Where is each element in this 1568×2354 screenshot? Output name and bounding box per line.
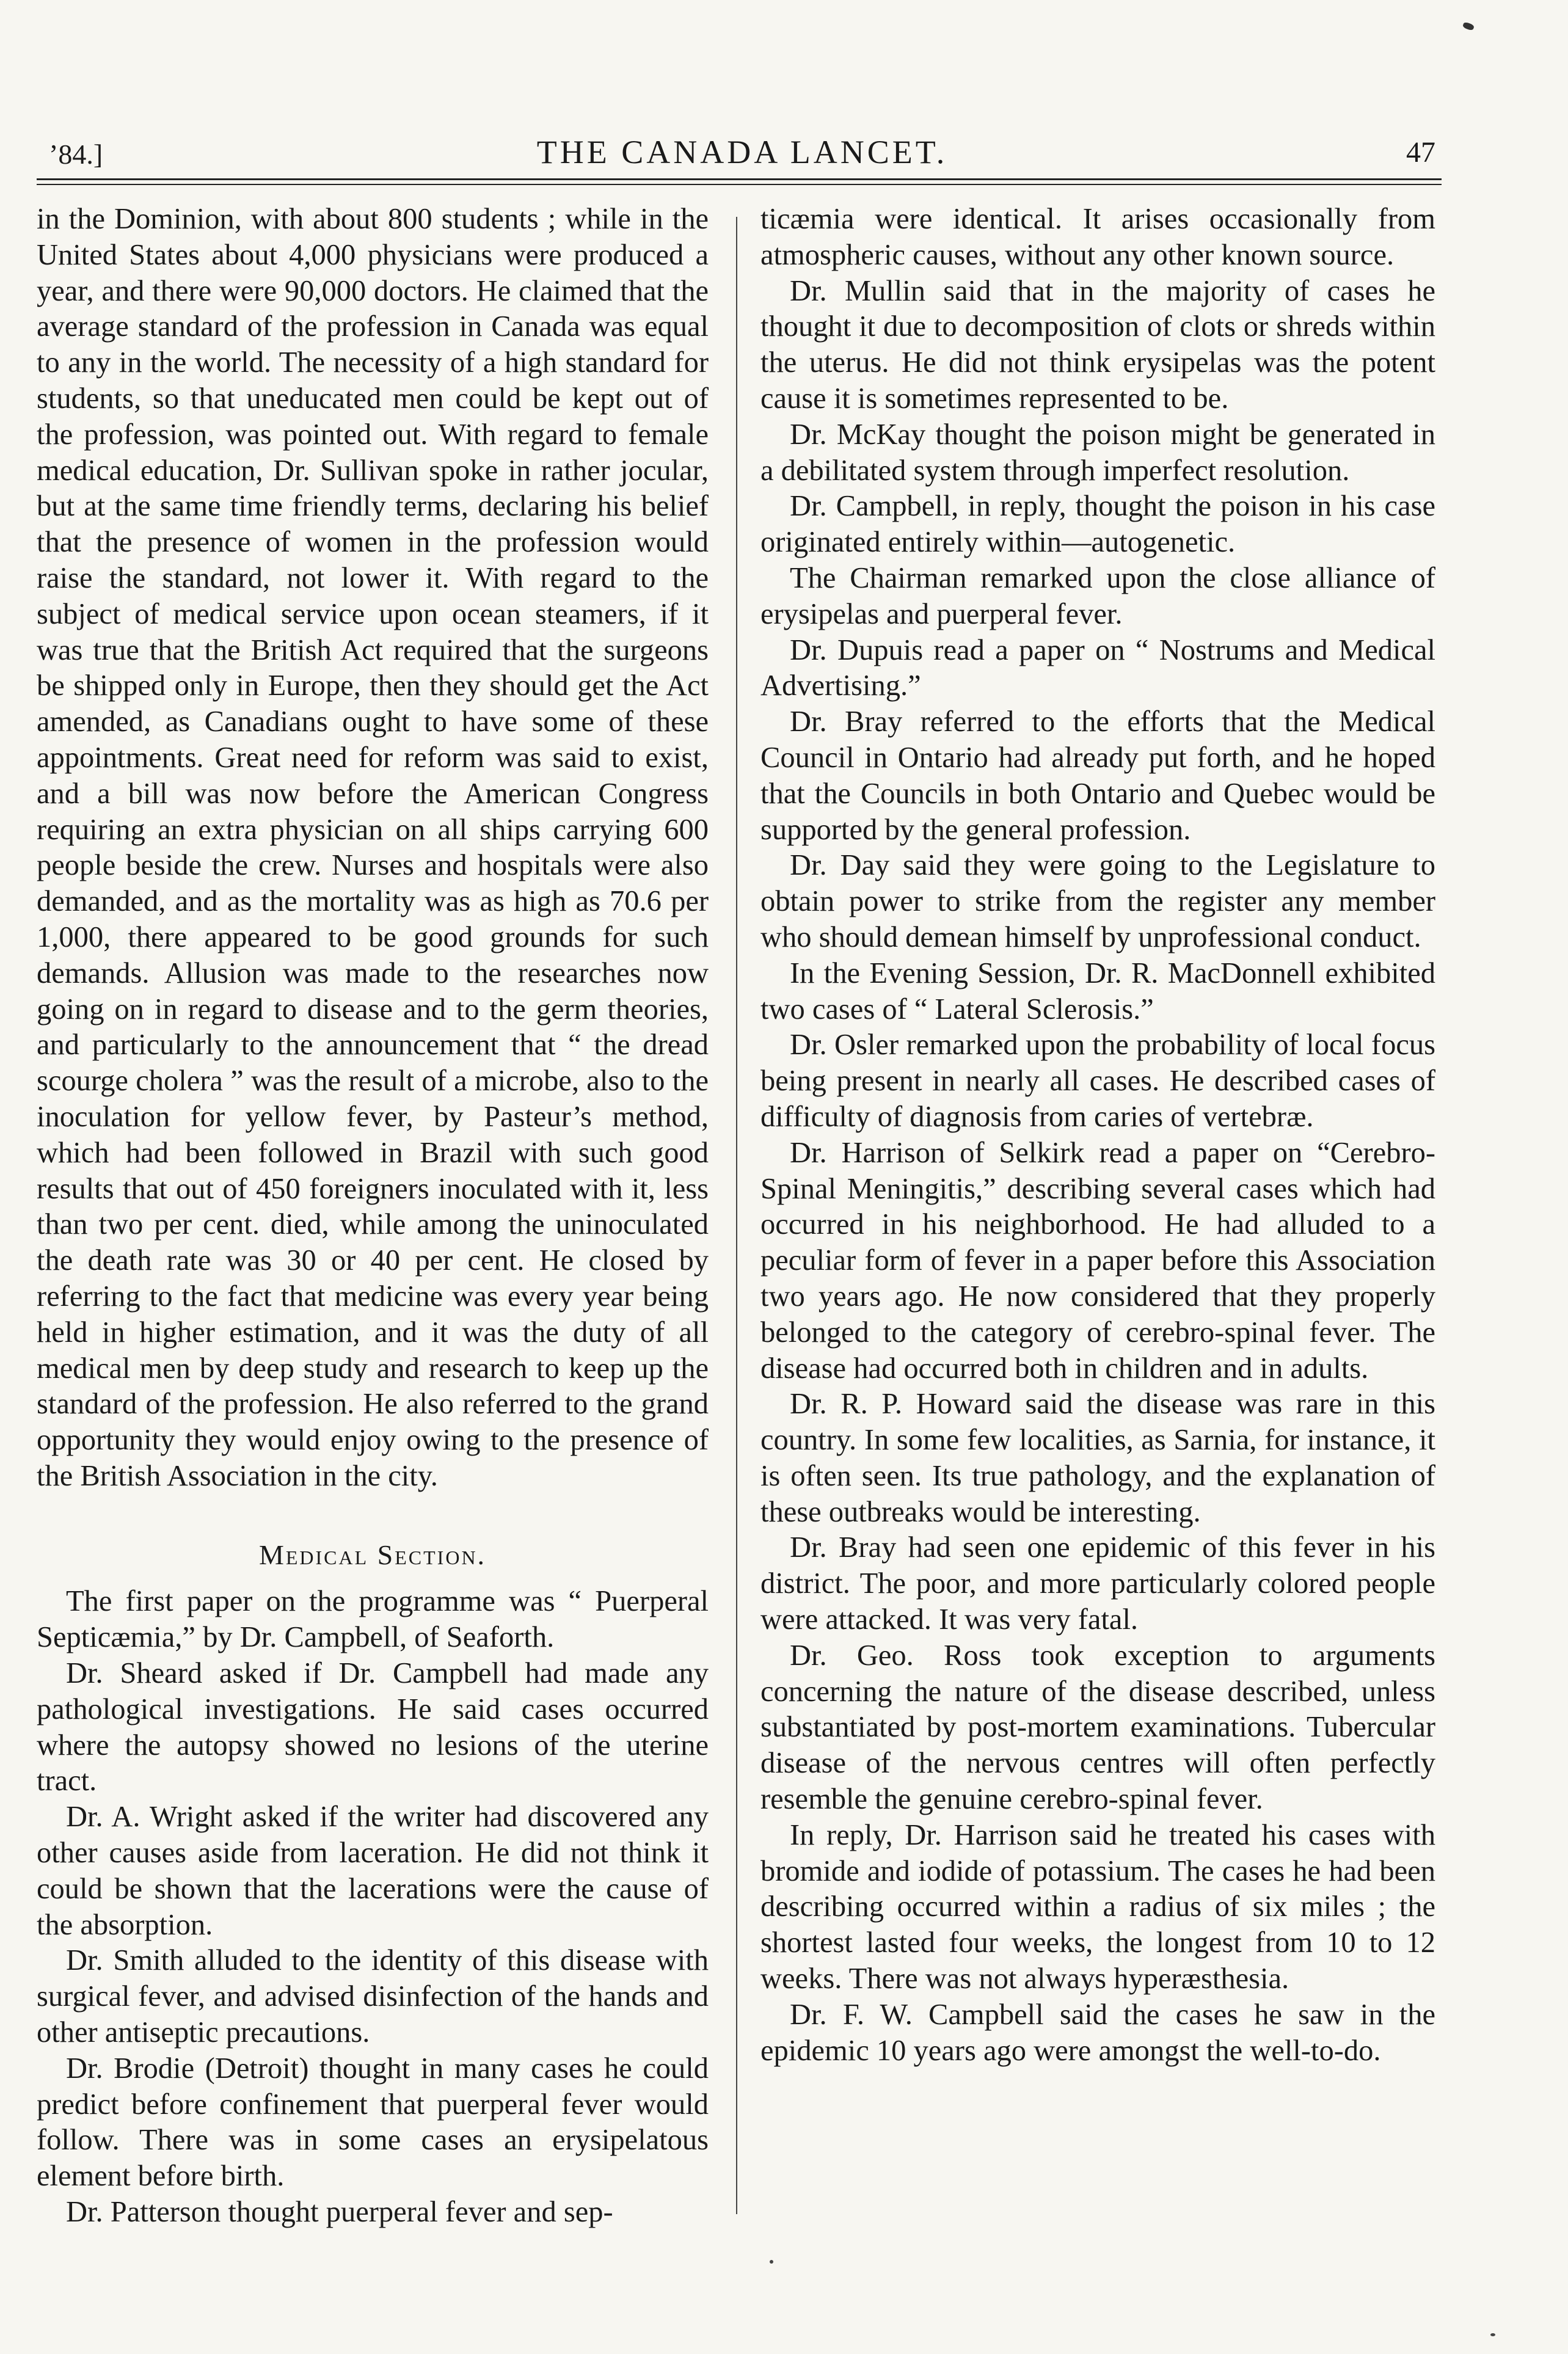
paragraph: Dr. Dupuis read a paper on “ Nostrums and Medical Advertising.” xyxy=(760,633,1435,702)
paragraph: in the Dominion, with about 800 students ; while in the United States about 4,000 physicians were produced a year, and there were 90,000 doctors. He claimed that the average standard of the profession in Canada was equal to any in the world. The necessity of a high standard for students, so that uneducated men could be kept out of the profession, was pointed out. With regard to female medical education, Dr. Sullivan spoke in rather jocular, but at the same time friendly terms, declaring his belief that the presence of women in the profession would raise the standard, not lower it. With regard to the subject of medical service upon ocean steamers, if it was true that the British Act required that the surgeons be shipped only in Europe, then they should get the Act amended, as Canadians ought to have some of these appointments. Great need for reform was said to exist, and a bill was now before the American Congress requiring an extra physician on all ships carrying 600 people beside the crew. Nurses and hospitals were also demanded, and as the mortality was as high as 70.6 per 1,000, there appeared to be good grounds for such demands. Allusion was made to the researches now going on in regard to disease and to the germ theories, and particularly to the announcement that “ the dread scourge cholera ” was the result of a microbe, also to the inoculation for yellow fever, by Pasteur’s method, which had been followed in Brazil with such good results that out of 450 foreigners inoculated with it, less than two per cent. died, while among the uninoculated the death rate was 30 or 40 per cent. He closed by referring to the fact that medicine was every year being held in higher estimation, and it was the duty of all medical men by deep study and research to keep up the standard of the profession. He also referred to the grand opportunity they would enjoy owing to the presence of the British Association in the city. xyxy=(37,203,709,1492)
journal-title: THE CANADA LANCET. xyxy=(536,134,948,170)
paragraph: ticæmia were identical. It arises occasionally from atmospheric causes, without any other known source. xyxy=(760,203,1435,271)
paragraph: Dr. Bray referred to the efforts that the Medical Council in Ontario had already put forth, and he hoped that the Councils in both Ontario and Quebec would be supported by the general profession. xyxy=(760,705,1435,846)
paragraph: Dr. A. Wright asked if the writer had discovered any other causes aside from laceration. He did not think it could be shown that the lacerations were the cause of the absorption. xyxy=(37,1801,709,1941)
paragraph: The Chairman remarked upon the close alliance of erysipelas and puerperal fever. xyxy=(760,561,1435,630)
paragraph: Dr. Osler remarked upon the probability of local focus being present in nearly all cases. He described cases of difficulty of diagnosis from caries of vertebræ. xyxy=(760,1029,1435,1133)
paragraph: The first paper on the programme was “ Puerperal Septicæmia,” by Dr. Campbell, of Seaforth. xyxy=(37,1585,709,1654)
paragraph: Dr. Mullin said that in the majority of cases he thought it due to decomposition of clots or shreds within the uterus. He did not think erysipelas was the potent cause it is sometimes represented to be. xyxy=(760,274,1435,415)
paragraph: Dr. Campbell, in reply, thought the poison in his case originated entirely within—autogenetic. xyxy=(760,490,1435,559)
paragraph: Dr. Day said they were going to the Legislature to obtain power to strike from the register any member who should demean himself by unprofessional conduct. xyxy=(760,849,1435,953)
paragraph: Dr. Bray had seen one epidemic of this fever in his district. The poor, and more particularly colored people were attacked. It was very fatal. xyxy=(760,1531,1435,1636)
header-rule-thin xyxy=(37,184,1442,185)
ink-mark xyxy=(1462,21,1475,31)
ink-speck xyxy=(1490,2333,1495,2336)
ink-speck xyxy=(770,2260,773,2264)
paragraph: In the Evening Session, Dr. R. MacDonnell exhibited two cases of “ Lateral Sclerosis.” xyxy=(760,957,1435,1026)
paragraph: Dr. Geo. Ross took exception to arguments concerning the nature of the disease described, unless substantiated by post-mortem examinations. Tubercular disease of the nervous centres will often perfectly resemble the genuine cerebro-spinal fever. xyxy=(760,1639,1435,1816)
paragraph: Dr. F. W. Campbell said the cases he saw in the epidemic 10 years ago were amongst the well-to-do. xyxy=(760,1998,1435,2067)
paragraph: Dr. Patterson thought puerperal fever and sep- xyxy=(66,2196,613,2229)
paragraph: Dr. Brodie (Detroit) thought in many cases he could predict before confinement that puerperal fever would follow. There was in some cases an erysipelatous element before birth. xyxy=(37,2052,709,2193)
paragraph: Dr. McKay thought the poison might be generated in a debilitated system through imperfect resolution. xyxy=(760,418,1435,487)
paragraph: In reply, Dr. Harrison said he treated his cases with bromide and iodide of potassium. The cases he had been describing occurred within a radius of six miles ; the shortest lasted four weeks, the longest from 10 to 12 weeks. There was not always hyperæsthesia. xyxy=(760,1818,1435,1995)
header-rule xyxy=(37,178,1442,180)
paragraph: Dr. Sheard asked if Dr. Campbell had made any pathological investigations. He said cases occurred where the autopsy showed no lesions of the uterine tract. xyxy=(37,1657,709,1798)
column-divider xyxy=(736,217,737,2214)
header-year: ’84.] xyxy=(49,139,103,170)
paragraph: Dr. Harrison of Selkirk read a paper on “Cerebro-Spinal Meningitis,” describing several cases which had occurred in his neighborhood. He had alluded to a peculiar form of fever in a paper before this Association two years ago. He now considered that they properly belonged to the category of cerebro-spinal fever. The disease had occurred both in children and in adults. xyxy=(760,1136,1435,1385)
page-number: 47 xyxy=(1406,136,1435,169)
right-column xyxy=(760,202,1435,2069)
left-column xyxy=(37,202,709,2231)
paragraph: Dr. Smith alluded to the identity of this disease with surgical fever, and advised disinfection of the hands and other antiseptic precautions. xyxy=(37,1944,709,2049)
paragraph: Dr. R. P. Howard said the disease was rare in this country. In some few localities, as Sarnia, for instance, it is often seen. Its true pathology, and the explanation of these outbreaks would be interesting. xyxy=(760,1388,1435,1528)
section-heading: Medical Section. xyxy=(258,1539,487,1570)
